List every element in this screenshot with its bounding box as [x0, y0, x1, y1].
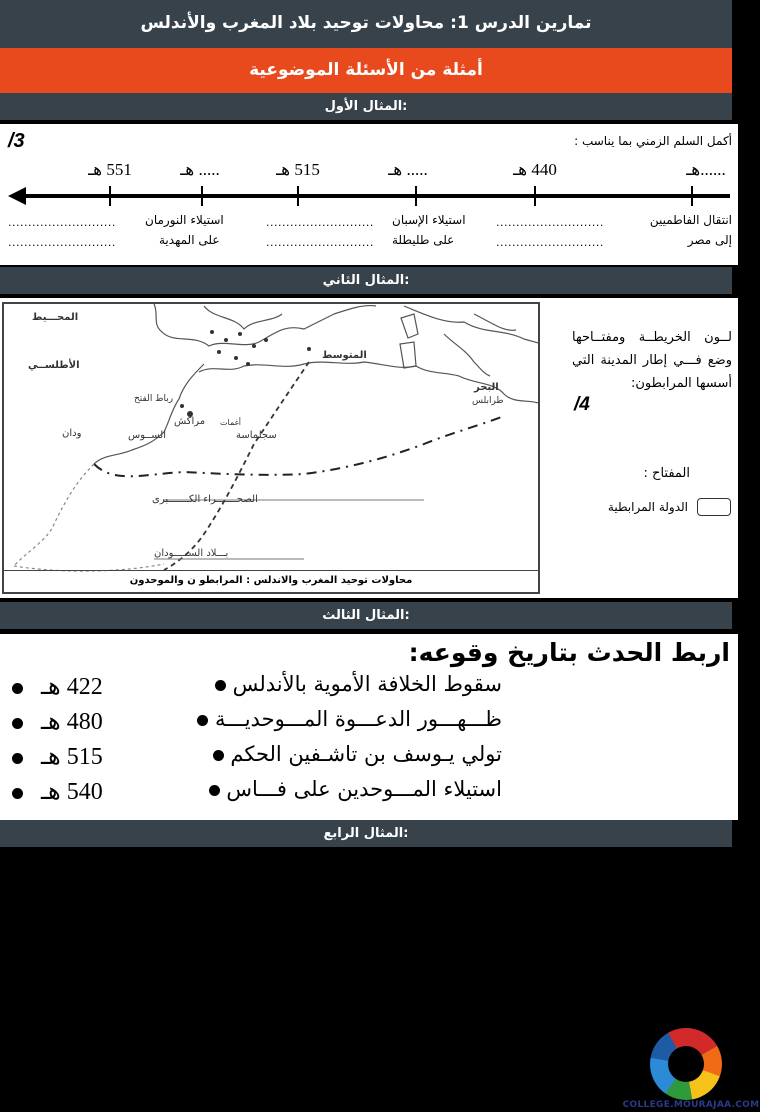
- timeline-exercise: [0, 124, 738, 265]
- section-header-example-2: :المثال الثاني: [0, 267, 732, 294]
- timeline-date-blank[interactable]: ......هـ: [686, 160, 726, 179]
- legend-item-label: الدولة المرابطية: [607, 500, 688, 514]
- date-text: 515 هـ: [41, 744, 103, 770]
- timeline-event: [145, 210, 224, 250]
- map-label-sea: المتوسط: [322, 350, 367, 361]
- bullet-icon[interactable]: [213, 750, 224, 761]
- timeline-tick: [415, 186, 417, 206]
- page-subtitle: أمثلة من الأسئلة الموضوعية: [0, 48, 732, 93]
- date-text: 480 هـ: [41, 709, 103, 735]
- section-header-example-4: :المثال الرابع: [0, 820, 732, 847]
- event-line: استيلاء النورمان: [145, 213, 224, 227]
- matching-exercise: [0, 634, 738, 820]
- date-text: 540 هـ: [41, 779, 103, 805]
- timeline-tick: [534, 186, 536, 206]
- blank-line[interactable]: ...........................: [496, 236, 604, 249]
- bullet-icon[interactable]: [215, 680, 226, 691]
- timeline-event: [392, 210, 466, 250]
- event-text: سقوط الخلافة الأموية بالأندلس: [232, 672, 502, 696]
- timeline-tick: [201, 186, 203, 206]
- event-line: على المهدية: [159, 233, 220, 247]
- bullet-icon[interactable]: [12, 683, 23, 694]
- bullet-icon[interactable]: [12, 753, 23, 764]
- event-text: ظـــهـــور الدعـــوة المـــوحديـــة: [215, 707, 502, 731]
- match-row: [0, 672, 520, 708]
- score-label: /4: [574, 394, 590, 415]
- score-label: /3: [8, 130, 25, 152]
- date-text: 422 هـ: [41, 674, 103, 700]
- logo-ring-hole: [668, 1046, 704, 1082]
- map-label-sea: البحر: [474, 382, 499, 393]
- timeline-axis: [22, 194, 730, 198]
- blank-line[interactable]: ...........................: [496, 216, 604, 229]
- match-event[interactable]: [197, 707, 502, 731]
- event-line: انتقال الفاطميين: [649, 213, 732, 227]
- bullet-icon[interactable]: [197, 715, 208, 726]
- map-label-sijilmasa: سجلماسة: [236, 430, 277, 441]
- bullet-icon[interactable]: [12, 718, 23, 729]
- matching-instruction: اربط الحدث بتاريخ وقوعه:: [408, 638, 730, 667]
- logo-text: COLLEGE.MOURAJAA.COM: [622, 1100, 760, 1110]
- timeline-tick: [297, 186, 299, 206]
- key-label: المفتاح :: [643, 466, 690, 481]
- event-line: استيلاء الإسبان: [392, 213, 466, 227]
- map-caption: محاولات توحيد المغرب والاندلس : المرابطو ن والموحدون: [4, 570, 538, 592]
- map-label-sudan: بـــلاد الســـــودان: [154, 548, 229, 559]
- timeline-date: 440 هـ: [513, 160, 557, 179]
- legend-color-box[interactable]: [697, 498, 731, 516]
- section-header-example-3: :المثال الثالث: [0, 602, 732, 629]
- section-header-example-1: :المثال الأول: [0, 93, 732, 120]
- match-event[interactable]: [209, 777, 502, 801]
- map-label-marrakesh[interactable]: مراكش: [174, 416, 206, 427]
- blank-line[interactable]: ...........................: [266, 216, 374, 229]
- blank-line[interactable]: ...........................: [8, 236, 116, 249]
- match-date[interactable]: [12, 707, 103, 736]
- event-text: استيلاء المـــوحدين على فـــاس: [226, 777, 502, 801]
- historical-map[interactable]: [2, 302, 540, 594]
- event-text: تولي يـوسف بن تاشـفين الحكم: [230, 742, 502, 766]
- timeline-date-blank[interactable]: ..... هـ: [180, 160, 220, 179]
- map-label-ocean: المحـــيط: [32, 312, 79, 323]
- logo-ring-icon: [650, 1028, 722, 1100]
- bullet-icon[interactable]: [12, 788, 23, 799]
- timeline-date: 551 هـ: [88, 160, 132, 179]
- map-instruction: لــون الخريطــة ومفتــاحها وضع فـــي إطار المدينة التي أسسها المرابطون:: [572, 330, 732, 391]
- match-row: [0, 742, 520, 778]
- match-event[interactable]: [213, 742, 502, 766]
- timeline-tick: [109, 186, 111, 206]
- map-label-sous: الســوس: [128, 430, 166, 441]
- map-label-rabat: رباط الفتح: [134, 394, 174, 404]
- event-line: على طليطلة: [392, 233, 455, 247]
- page-title: تمارين الدرس 1: محاولات توحيد بلاد المغرب والأندلس: [0, 0, 732, 48]
- map-label-aghmat: أغمات: [220, 418, 241, 427]
- map-label-ocean: الأطلســي: [28, 360, 80, 371]
- match-date[interactable]: [12, 777, 103, 806]
- event-line: إلى مصر: [687, 233, 732, 247]
- site-logo[interactable]: [622, 1028, 760, 1112]
- blank-line[interactable]: ...........................: [266, 236, 374, 249]
- blank-line[interactable]: ...........................: [8, 216, 116, 229]
- map-label-sahara: الصحـــــــراء الكـــــــبرى: [152, 494, 258, 505]
- map-exercise: [0, 298, 738, 598]
- map-label-tripoli: طرابلس: [472, 396, 504, 406]
- match-date[interactable]: [12, 742, 103, 771]
- match-date[interactable]: [12, 672, 103, 701]
- timeline-event: [650, 210, 732, 250]
- timeline-instruction: أكمل السلم الزمني بما يناسب :: [574, 134, 732, 148]
- match-row: [0, 777, 520, 813]
- map-label-wadan: ودان: [62, 428, 82, 439]
- timeline-tick: [691, 186, 693, 206]
- timeline-date: 515 هـ: [276, 160, 320, 179]
- match-row: [0, 707, 520, 743]
- timeline-date-blank[interactable]: ..... هـ: [388, 160, 428, 179]
- bullet-icon[interactable]: [209, 785, 220, 796]
- match-event[interactable]: [215, 672, 502, 696]
